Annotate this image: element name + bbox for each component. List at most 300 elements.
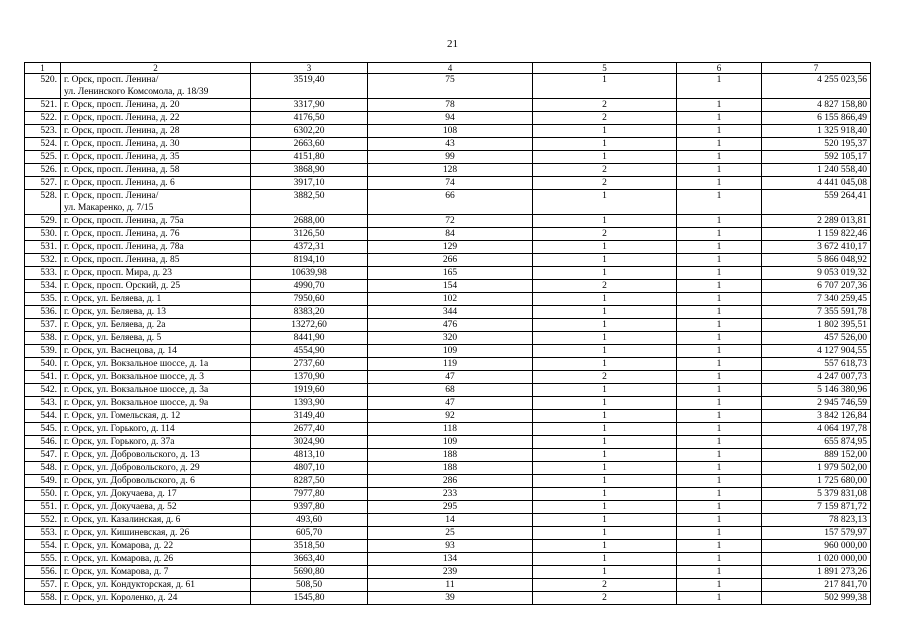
row-cost: 4 255 023,56 bbox=[762, 74, 871, 99]
row-cost: 4 127 904,55 bbox=[762, 345, 871, 358]
row-column-5: 1 bbox=[533, 462, 677, 475]
row-column-5: 2 bbox=[533, 164, 677, 177]
column-header-7: 7 bbox=[762, 63, 871, 74]
row-column-6: 1 bbox=[677, 566, 762, 579]
address-line: г. Орск, просп. Ленина, д. 75а bbox=[64, 216, 184, 226]
row-column-6: 1 bbox=[677, 138, 762, 151]
row-area: 9397,80 bbox=[251, 501, 368, 514]
row-residents: 154 bbox=[368, 280, 533, 293]
row-number: 534. bbox=[25, 280, 61, 293]
row-address bbox=[61, 228, 251, 241]
address-line: г. Орск, ул. Комарова, д. 22 bbox=[64, 541, 174, 551]
row-residents: 11 bbox=[368, 579, 533, 592]
row-area: 2737,60 bbox=[251, 358, 368, 371]
row-area: 3882,50 bbox=[251, 190, 368, 215]
row-column-5: 1 bbox=[533, 190, 677, 215]
row-residents: 188 bbox=[368, 462, 533, 475]
row-residents: 134 bbox=[368, 553, 533, 566]
row-cost: 5 866 048,92 bbox=[762, 254, 871, 267]
row-residents: 239 bbox=[368, 566, 533, 579]
address-line: г. Орск, ул. Комарова, д. 7 bbox=[64, 567, 169, 577]
row-number: 532. bbox=[25, 254, 61, 267]
row-area: 3317,90 bbox=[251, 99, 368, 112]
table-row bbox=[25, 345, 871, 358]
row-column-5: 1 bbox=[533, 514, 677, 527]
row-column-5: 1 bbox=[533, 74, 677, 99]
address-line: г. Орск, просп. Ленина, д. 22 bbox=[64, 113, 180, 123]
row-number: 541. bbox=[25, 371, 61, 384]
row-area: 2677,40 bbox=[251, 423, 368, 436]
row-column-5: 2 bbox=[533, 579, 677, 592]
table-row bbox=[25, 514, 871, 527]
row-cost: 557 618,73 bbox=[762, 358, 871, 371]
table-row bbox=[25, 332, 871, 345]
row-column-5: 1 bbox=[533, 553, 677, 566]
page-number: 21 bbox=[447, 38, 458, 50]
row-area: 7950,60 bbox=[251, 293, 368, 306]
row-number: 529. bbox=[25, 215, 61, 228]
row-number: 531. bbox=[25, 241, 61, 254]
row-column-5: 1 bbox=[533, 332, 677, 345]
row-address bbox=[61, 280, 251, 293]
row-area: 605,70 bbox=[251, 527, 368, 540]
row-column-6: 1 bbox=[677, 215, 762, 228]
row-number: 524. bbox=[25, 138, 61, 151]
row-column-5: 1 bbox=[533, 138, 677, 151]
row-number: 553. bbox=[25, 527, 61, 540]
row-address bbox=[61, 540, 251, 553]
address-line: г. Орск, просп. Ленина, д. 76 bbox=[64, 229, 180, 239]
row-residents: 266 bbox=[368, 254, 533, 267]
row-column-5: 1 bbox=[533, 267, 677, 280]
row-column-6: 1 bbox=[677, 358, 762, 371]
row-column-5: 1 bbox=[533, 345, 677, 358]
row-residents: 74 bbox=[368, 177, 533, 190]
row-number: 521. bbox=[25, 99, 61, 112]
table-row bbox=[25, 164, 871, 177]
row-cost: 889 152,00 bbox=[762, 449, 871, 462]
row-number: 547. bbox=[25, 449, 61, 462]
row-area: 4151,80 bbox=[251, 151, 368, 164]
address-line: г. Орск, просп. Ленина, д. 35 bbox=[64, 152, 180, 162]
row-residents: 295 bbox=[368, 501, 533, 514]
row-column-6: 1 bbox=[677, 462, 762, 475]
table-row bbox=[25, 241, 871, 254]
table-row bbox=[25, 449, 871, 462]
row-column-6: 1 bbox=[677, 112, 762, 125]
row-column-6: 1 bbox=[677, 488, 762, 501]
row-column-6: 1 bbox=[677, 177, 762, 190]
row-number: 536. bbox=[25, 306, 61, 319]
column-header-4: 4 bbox=[368, 63, 533, 74]
row-cost: 4 247 007,73 bbox=[762, 371, 871, 384]
row-number: 523. bbox=[25, 125, 61, 138]
address-line: г. Орск, просп. Ленина/ bbox=[64, 75, 159, 85]
table-row bbox=[25, 566, 871, 579]
row-column-6: 1 bbox=[677, 553, 762, 566]
row-column-5: 2 bbox=[533, 177, 677, 190]
table-row bbox=[25, 488, 871, 501]
row-residents: 39 bbox=[368, 592, 533, 605]
row-column-6: 1 bbox=[677, 254, 762, 267]
row-area: 508,50 bbox=[251, 579, 368, 592]
row-residents: 92 bbox=[368, 410, 533, 423]
row-column-6: 1 bbox=[677, 449, 762, 462]
row-address bbox=[61, 254, 251, 267]
row-column-5: 1 bbox=[533, 488, 677, 501]
row-area: 3518,50 bbox=[251, 540, 368, 553]
row-address bbox=[61, 475, 251, 488]
table-row bbox=[25, 436, 871, 449]
row-number: 557. bbox=[25, 579, 61, 592]
address-line: ул. Макаренко, д. 7/15 bbox=[64, 203, 154, 213]
row-residents: 286 bbox=[368, 475, 533, 488]
address-line: г. Орск, ул. Кишиневская, д. 26 bbox=[64, 528, 190, 538]
row-residents: 109 bbox=[368, 345, 533, 358]
row-address bbox=[61, 138, 251, 151]
row-column-5: 1 bbox=[533, 475, 677, 488]
row-number: 528. bbox=[25, 190, 61, 215]
row-address bbox=[61, 306, 251, 319]
row-column-5: 1 bbox=[533, 306, 677, 319]
row-column-6: 1 bbox=[677, 397, 762, 410]
address-line: г. Орск, ул. Горького, д. 37а bbox=[64, 437, 175, 447]
row-column-5: 2 bbox=[533, 592, 677, 605]
table-row bbox=[25, 280, 871, 293]
row-column-6: 1 bbox=[677, 514, 762, 527]
row-residents: 94 bbox=[368, 112, 533, 125]
row-area: 8441,90 bbox=[251, 332, 368, 345]
row-area: 10639,98 bbox=[251, 267, 368, 280]
table-row bbox=[25, 579, 871, 592]
row-column-6: 1 bbox=[677, 74, 762, 99]
row-area: 6302,20 bbox=[251, 125, 368, 138]
row-address bbox=[61, 267, 251, 280]
row-address bbox=[61, 436, 251, 449]
table-row bbox=[25, 190, 871, 215]
registry-table bbox=[24, 62, 871, 605]
row-area: 3663,40 bbox=[251, 553, 368, 566]
row-column-6: 1 bbox=[677, 332, 762, 345]
row-residents: 108 bbox=[368, 125, 533, 138]
row-residents: 14 bbox=[368, 514, 533, 527]
row-cost: 217 841,70 bbox=[762, 579, 871, 592]
row-column-5: 1 bbox=[533, 384, 677, 397]
row-cost: 1 979 502,00 bbox=[762, 462, 871, 475]
row-cost: 960 000,00 bbox=[762, 540, 871, 553]
row-residents: 84 bbox=[368, 228, 533, 241]
row-column-6: 1 bbox=[677, 267, 762, 280]
table-row bbox=[25, 553, 871, 566]
row-address bbox=[61, 410, 251, 423]
row-cost: 4 441 045,08 bbox=[762, 177, 871, 190]
row-number: 546. bbox=[25, 436, 61, 449]
row-column-5: 1 bbox=[533, 358, 677, 371]
row-cost: 559 264,41 bbox=[762, 190, 871, 215]
address-line: г. Орск, ул. Васнецова, д. 14 bbox=[64, 346, 177, 356]
row-residents: 188 bbox=[368, 449, 533, 462]
row-cost: 520 195,37 bbox=[762, 138, 871, 151]
row-cost: 3 842 126,84 bbox=[762, 410, 871, 423]
address-line: г. Орск, ул. Казалинская, д. 6 bbox=[64, 515, 181, 525]
row-column-6: 1 bbox=[677, 592, 762, 605]
row-address bbox=[61, 579, 251, 592]
address-line: г. Орск, ул. Беляева, д. 2а bbox=[64, 320, 166, 330]
row-cost: 1 159 822,46 bbox=[762, 228, 871, 241]
row-area: 3126,50 bbox=[251, 228, 368, 241]
row-area: 3868,90 bbox=[251, 164, 368, 177]
address-line: г. Орск, ул. Короленко, д. 24 bbox=[64, 593, 178, 603]
address-line: г. Орск, ул. Докучаева, д. 17 bbox=[64, 489, 177, 499]
row-cost: 4 064 197,78 bbox=[762, 423, 871, 436]
row-column-6: 1 bbox=[677, 540, 762, 553]
address-line: г. Орск, ул. Беляева, д. 5 bbox=[64, 333, 162, 343]
row-number: 544. bbox=[25, 410, 61, 423]
row-number: 550. bbox=[25, 488, 61, 501]
column-header-6: 6 bbox=[677, 63, 762, 74]
row-cost: 655 874,95 bbox=[762, 436, 871, 449]
row-number: 527. bbox=[25, 177, 61, 190]
row-column-5: 2 bbox=[533, 280, 677, 293]
row-area: 1919,60 bbox=[251, 384, 368, 397]
address-line: г. Орск, ул. Вокзальное шоссе, д. 1а bbox=[64, 359, 209, 369]
table-row bbox=[25, 138, 871, 151]
row-number: 543. bbox=[25, 397, 61, 410]
row-cost: 2 945 746,59 bbox=[762, 397, 871, 410]
address-line: г. Орск, просп. Ленина/ bbox=[64, 191, 159, 201]
column-header-2: 2 bbox=[61, 63, 251, 74]
address-line: г. Орск, просп. Мира, д. 23 bbox=[64, 268, 172, 278]
address-line: г. Орск, ул. Докучаева, д. 52 bbox=[64, 502, 177, 512]
row-cost: 7 159 871,72 bbox=[762, 501, 871, 514]
row-area: 4990,70 bbox=[251, 280, 368, 293]
row-area: 3917,10 bbox=[251, 177, 368, 190]
row-column-5: 1 bbox=[533, 527, 677, 540]
table-row bbox=[25, 475, 871, 488]
table-row bbox=[25, 228, 871, 241]
row-address bbox=[61, 449, 251, 462]
address-line: г. Орск, просп. Ленина, д. 6 bbox=[64, 178, 175, 188]
row-number: 542. bbox=[25, 384, 61, 397]
row-column-5: 1 bbox=[533, 293, 677, 306]
address-line: г. Орск, ул. Добровольского, д. 13 bbox=[64, 450, 200, 460]
table-row bbox=[25, 527, 871, 540]
row-number: 545. bbox=[25, 423, 61, 436]
row-address bbox=[61, 125, 251, 138]
row-residents: 93 bbox=[368, 540, 533, 553]
row-address bbox=[61, 74, 251, 99]
address-line: г. Орск, ул. Добровольского, д. 29 bbox=[64, 463, 200, 473]
row-number: 552. bbox=[25, 514, 61, 527]
table-row bbox=[25, 125, 871, 138]
row-number: 538. bbox=[25, 332, 61, 345]
row-number: 556. bbox=[25, 566, 61, 579]
row-area: 3149,40 bbox=[251, 410, 368, 423]
table-row bbox=[25, 319, 871, 332]
row-cost: 3 672 410,17 bbox=[762, 241, 871, 254]
row-cost: 78 823,13 bbox=[762, 514, 871, 527]
row-cost: 5 379 831,08 bbox=[762, 488, 871, 501]
row-column-5: 1 bbox=[533, 125, 677, 138]
row-area: 2663,60 bbox=[251, 138, 368, 151]
row-number: 535. bbox=[25, 293, 61, 306]
table-row bbox=[25, 501, 871, 514]
table-row bbox=[25, 267, 871, 280]
row-column-6: 1 bbox=[677, 190, 762, 215]
table-row bbox=[25, 99, 871, 112]
row-column-5: 1 bbox=[533, 241, 677, 254]
row-address bbox=[61, 488, 251, 501]
row-residents: 320 bbox=[368, 332, 533, 345]
row-column-6: 1 bbox=[677, 293, 762, 306]
row-column-5: 1 bbox=[533, 423, 677, 436]
address-line: г. Орск, просп. Ленина, д. 28 bbox=[64, 126, 180, 136]
row-area: 4176,50 bbox=[251, 112, 368, 125]
table-row bbox=[25, 306, 871, 319]
row-area: 4554,90 bbox=[251, 345, 368, 358]
row-column-5: 1 bbox=[533, 319, 677, 332]
row-number: 525. bbox=[25, 151, 61, 164]
row-cost: 7 355 591,78 bbox=[762, 306, 871, 319]
row-area: 5690,80 bbox=[251, 566, 368, 579]
row-column-5: 2 bbox=[533, 112, 677, 125]
row-area: 8194,10 bbox=[251, 254, 368, 267]
row-number: 548. bbox=[25, 462, 61, 475]
row-area: 8383,20 bbox=[251, 306, 368, 319]
row-column-6: 1 bbox=[677, 371, 762, 384]
row-number: 539. bbox=[25, 345, 61, 358]
row-column-5: 1 bbox=[533, 540, 677, 553]
row-address bbox=[61, 462, 251, 475]
table-row bbox=[25, 540, 871, 553]
row-cost: 5 146 380,96 bbox=[762, 384, 871, 397]
row-area: 4372,31 bbox=[251, 241, 368, 254]
address-line: г. Орск, просп. Ленина, д. 78а bbox=[64, 242, 184, 252]
row-address bbox=[61, 592, 251, 605]
row-area: 1393,90 bbox=[251, 397, 368, 410]
table-row bbox=[25, 462, 871, 475]
row-residents: 128 bbox=[368, 164, 533, 177]
row-number: 540. bbox=[25, 358, 61, 371]
row-residents: 233 bbox=[368, 488, 533, 501]
row-residents: 344 bbox=[368, 306, 533, 319]
table-row bbox=[25, 423, 871, 436]
row-address bbox=[61, 358, 251, 371]
table-row bbox=[25, 358, 871, 371]
row-area: 3024,90 bbox=[251, 436, 368, 449]
row-address bbox=[61, 553, 251, 566]
row-address bbox=[61, 190, 251, 215]
row-column-5: 2 bbox=[533, 228, 677, 241]
table-row bbox=[25, 293, 871, 306]
row-address bbox=[61, 215, 251, 228]
address-line: г. Орск, ул. Кондукторская, д. 61 bbox=[64, 580, 195, 590]
row-address bbox=[61, 423, 251, 436]
row-residents: 72 bbox=[368, 215, 533, 228]
table-body bbox=[25, 74, 871, 605]
row-residents: 78 bbox=[368, 99, 533, 112]
row-cost: 4 827 158,80 bbox=[762, 99, 871, 112]
row-residents: 68 bbox=[368, 384, 533, 397]
address-line: г. Орск, просп. Ленина, д. 30 bbox=[64, 139, 180, 149]
row-residents: 119 bbox=[368, 358, 533, 371]
row-area: 1545,80 bbox=[251, 592, 368, 605]
row-area: 4807,10 bbox=[251, 462, 368, 475]
row-column-6: 1 bbox=[677, 280, 762, 293]
row-area: 4813,10 bbox=[251, 449, 368, 462]
row-address bbox=[61, 397, 251, 410]
address-line: г. Орск, ул. Комарова, д. 26 bbox=[64, 554, 174, 564]
address-line: г. Орск, ул. Вокзальное шоссе, д. 3 bbox=[64, 372, 204, 382]
row-cost: 1 725 680,00 bbox=[762, 475, 871, 488]
row-residents: 99 bbox=[368, 151, 533, 164]
row-address bbox=[61, 99, 251, 112]
row-cost: 1 325 918,40 bbox=[762, 125, 871, 138]
row-column-5: 1 bbox=[533, 397, 677, 410]
row-residents: 118 bbox=[368, 423, 533, 436]
row-number: 555. bbox=[25, 553, 61, 566]
row-column-5: 2 bbox=[533, 99, 677, 112]
row-column-5: 1 bbox=[533, 566, 677, 579]
row-area: 493,60 bbox=[251, 514, 368, 527]
row-address bbox=[61, 384, 251, 397]
row-cost: 1 020 000,00 bbox=[762, 553, 871, 566]
address-line: г. Орск, ул. Гомельская, д. 12 bbox=[64, 411, 181, 421]
row-cost: 457 526,00 bbox=[762, 332, 871, 345]
address-line: г. Орск, ул. Беляева, д. 13 bbox=[64, 307, 166, 317]
row-residents: 43 bbox=[368, 138, 533, 151]
row-address bbox=[61, 319, 251, 332]
row-column-5: 1 bbox=[533, 449, 677, 462]
row-cost: 1 240 558,40 bbox=[762, 164, 871, 177]
header-row bbox=[25, 63, 871, 74]
row-residents: 129 bbox=[368, 241, 533, 254]
row-number: 530. bbox=[25, 228, 61, 241]
address-line: г. Орск, просп. Ленина, д. 85 bbox=[64, 255, 180, 265]
table-row bbox=[25, 215, 871, 228]
row-number: 526. bbox=[25, 164, 61, 177]
row-address bbox=[61, 345, 251, 358]
table-row bbox=[25, 384, 871, 397]
row-cost: 502 999,38 bbox=[762, 592, 871, 605]
table-row bbox=[25, 74, 871, 99]
row-address bbox=[61, 332, 251, 345]
table-row bbox=[25, 397, 871, 410]
table-row bbox=[25, 151, 871, 164]
address-line: г. Орск, ул. Добровольского, д. 6 bbox=[64, 476, 195, 486]
row-column-6: 1 bbox=[677, 241, 762, 254]
table-row bbox=[25, 371, 871, 384]
table-row bbox=[25, 410, 871, 423]
row-number: 520. bbox=[25, 74, 61, 99]
row-address bbox=[61, 151, 251, 164]
row-column-6: 1 bbox=[677, 501, 762, 514]
row-column-6: 1 bbox=[677, 99, 762, 112]
row-address bbox=[61, 164, 251, 177]
row-residents: 47 bbox=[368, 397, 533, 410]
row-cost: 2 289 013,81 bbox=[762, 215, 871, 228]
row-residents: 75 bbox=[368, 74, 533, 99]
row-column-5: 2 bbox=[533, 371, 677, 384]
row-column-6: 1 bbox=[677, 345, 762, 358]
row-address bbox=[61, 177, 251, 190]
row-column-6: 1 bbox=[677, 410, 762, 423]
row-column-5: 1 bbox=[533, 436, 677, 449]
row-column-6: 1 bbox=[677, 527, 762, 540]
row-number: 537. bbox=[25, 319, 61, 332]
row-residents: 102 bbox=[368, 293, 533, 306]
row-cost: 6 707 207,36 bbox=[762, 280, 871, 293]
